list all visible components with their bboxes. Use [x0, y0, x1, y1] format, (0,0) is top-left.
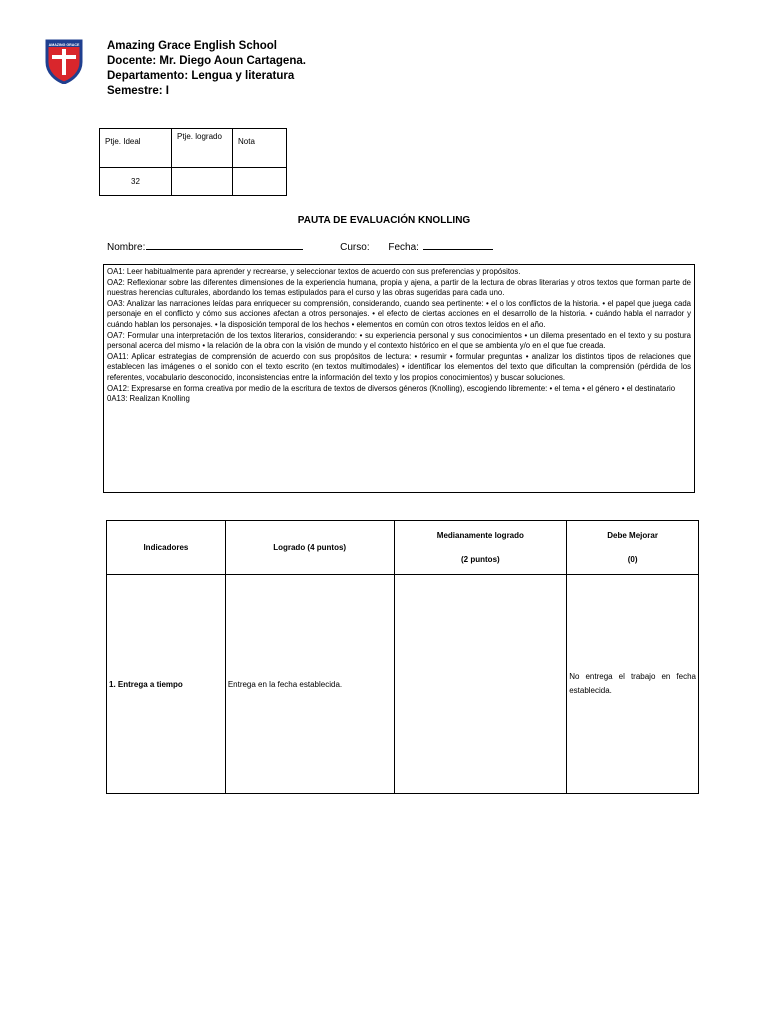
school-name: Amazing Grace English School	[107, 40, 277, 52]
name-field[interactable]	[146, 240, 303, 250]
semester: Semestre: I	[107, 85, 170, 97]
header-improve-points: (0)	[627, 554, 638, 564]
department: Departamento: Lengua y literatura	[107, 70, 295, 82]
date-field[interactable]	[423, 240, 493, 250]
achieved-cell: Entrega en la fecha establecida.	[225, 575, 394, 794]
teacher-name: Docente: Mr. Diego Aoun Cartagena.	[107, 55, 306, 67]
logo-text: AMAZING GRACE	[48, 43, 80, 47]
header-medium	[394, 521, 567, 575]
medium-cell	[394, 575, 567, 794]
header-medium-points: (2 puntos)	[461, 554, 500, 564]
learning-objectives-box	[103, 264, 695, 493]
school-header	[107, 39, 306, 99]
achieved-score-label: Ptje. logrado	[172, 129, 233, 168]
objective-oa2: OA2: Reflexionar sobre las diferentes dimensiones de la experiencia humana, propia y ajena, a partir de la lectura de obras literarias y otros textos que forman parte de nuestras herencias culturales, abordando los temas estipulados para el curso y las obras sugeridas para cada uno.	[107, 277, 691, 298]
name-label: Nombre:	[107, 242, 146, 253]
objective-oa13: 0A13: Realizan Knolling	[107, 394, 190, 404]
course-label: Curso:	[340, 242, 370, 253]
indicator-cell: 1. Entrega a tiempo	[107, 575, 226, 794]
student-info-line	[107, 240, 493, 253]
objective-oa7: OA7: Formular una interpretación de los textos literarios, considerando: • su experiencia personal y sus conocimientos • un dilema presentado en el texto y su postura personal acerca del mismo • la relación de la obra con la visión de mundo y el contexto histórico en el que se ambienta y/o en el que fue creada.	[107, 330, 691, 351]
ideal-score-value: 32	[100, 168, 172, 196]
header-indicators: Indicadores	[107, 521, 226, 575]
page-title: PAUTA DE EVALUACIÓN KNOLLING	[297, 215, 471, 226]
achieved-score-value[interactable]	[172, 168, 233, 196]
grade-label: Nota	[233, 129, 287, 168]
objective-oa12: OA12: Expresarse en forma creativa por medio de la escritura de textos de diversos géneros (Knolling), escogiendo libremente: • el tema • el género • el destinatario	[107, 383, 676, 393]
score-table	[99, 128, 287, 196]
objective-oa1: OA1: Leer habitualmente para aprender y recrearse, y seleccionar textos de acuerdo con sus preferencias y propósitos.	[107, 267, 521, 276]
objective-oa11: OA11: Aplicar estrategias de comprensión de acuerdo con sus propósitos de lectura: • resumir • formular preguntas • analizar los distintos tipos de relaciones que establecen las imágenes o el sonido con el texto escrito (en textos multimodales) • identificar los elementos del texto que dificultan la comprensión (pérdida de los referentes, vocabulario desconocido, inconsistencias entre la información del texto y los propios conocimientos) y buscar soluciones.	[107, 351, 691, 382]
improve-cell: No entrega el trabajo en fecha establecida.	[567, 575, 699, 794]
header-improve-title: Debe Mejorar	[607, 530, 658, 540]
rubric-header-row	[107, 521, 699, 575]
ideal-score-label: Ptje. Ideal	[100, 129, 172, 168]
date-label: Fecha:	[388, 242, 419, 253]
header-medium-title: Medianamente logrado	[436, 530, 524, 540]
school-shield-logo	[44, 38, 84, 84]
rubric-table	[106, 520, 699, 794]
header-improve	[567, 521, 699, 575]
table-row	[107, 575, 699, 794]
header-achieved: Logrado (4 puntos)	[225, 521, 394, 575]
grade-value[interactable]	[233, 168, 287, 196]
objective-oa3: OA3: Analizar las narraciones leídas para enriquecer su comprensión, considerando, cuando sea pertinente: • el o los conflictos de la historia. • el papel que juega cada personaje en el conflicto y cómo sus acciones afectan a otros personajes. • el efecto de ciertas acciones en el desarrollo de la historia. • cuándo habla el narrador y cuándo hablan los personajes. • la disposición temporal de los hechos • elementos en común con otros textos leídos en el año.	[107, 298, 691, 329]
